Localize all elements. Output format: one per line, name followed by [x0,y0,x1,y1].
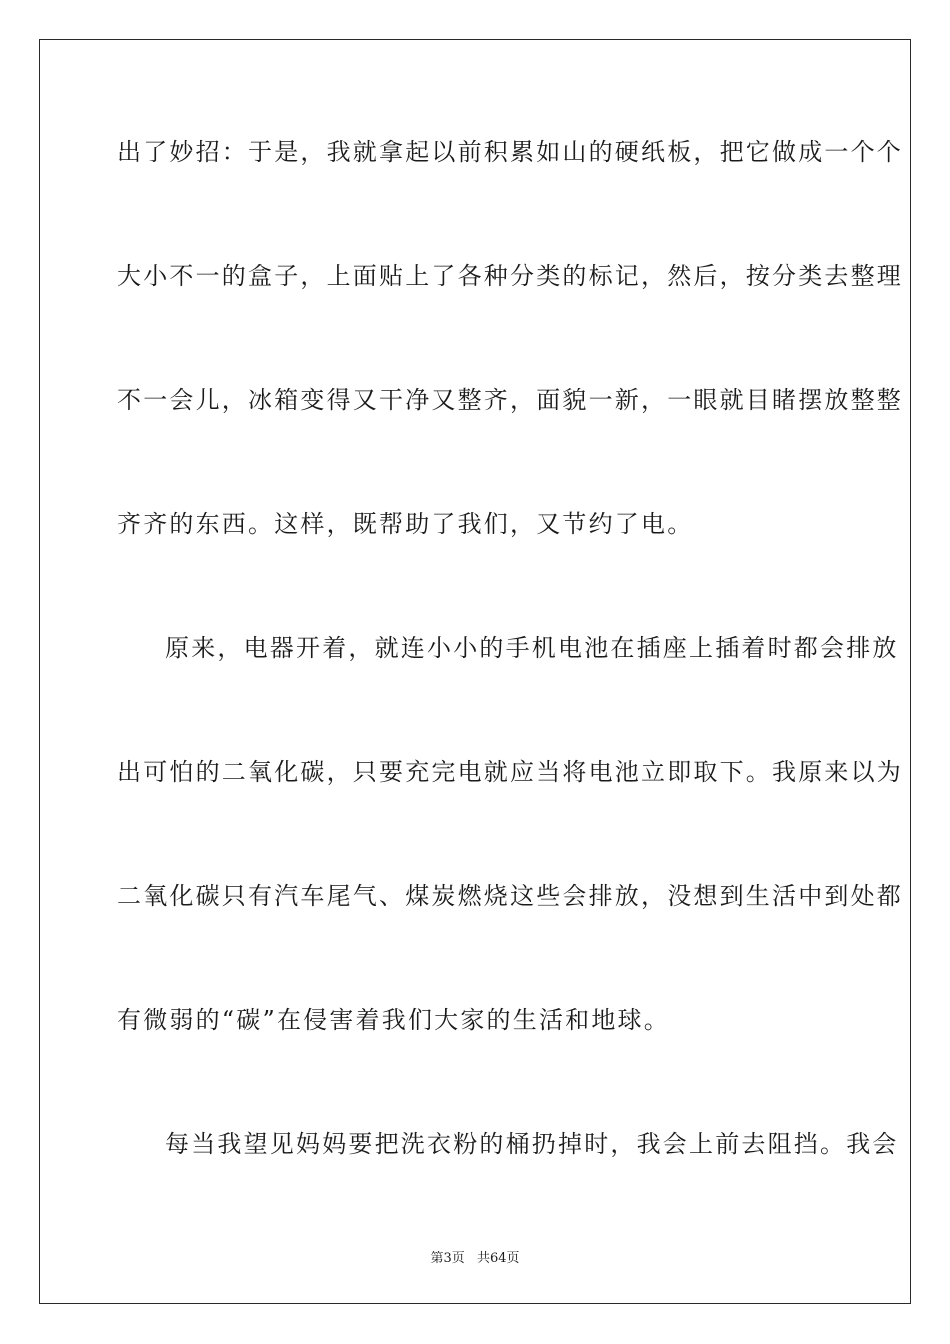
page-border [39,39,911,1304]
text-line: 大小不一的盒子，上面贴上了各种分类的标记，然后，按分类去整理 [117,262,903,290]
text-line: 齐齐的东西。这样，既帮助了我们，又节约了电。 [117,510,694,538]
page-footer [0,1247,950,1266]
page-number: 第3页 [430,1251,465,1266]
text-line: 出了妙招：于是，我就拿起以前积累如山的硬纸板，把它做成一个个 [117,138,903,166]
text-line: 不一会儿，冰箱变得又干净又整齐，面貌一新，一眼就目睹摆放整整 [117,386,903,414]
page-total: 共64页 [476,1251,520,1266]
text-line: 出可怕的二氧化碳，只要充完电就应当将电池立即取下。我原来以为 [117,758,903,786]
paragraph-start-line: 每当我望见妈妈要把洗衣粉的桶扔掉时，我会上前去阻挡。我会 [165,1130,899,1158]
text-line: 有微弱的“碳”在侵害着我们大家的生活和地球。 [117,1006,670,1034]
text-line: 二氧化碳只有汽车尾气、煤炭燃烧这些会排放，没想到生活中到处都 [117,882,903,910]
paragraph-start-line: 原来，电器开着，就连小小的手机电池在插座上插着时都会排放 [165,634,899,662]
